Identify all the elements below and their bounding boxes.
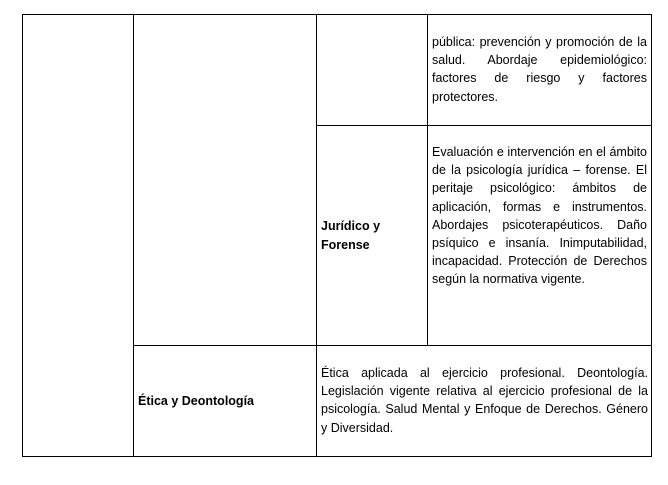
row3-area-text: Ética y Deontología	[138, 393, 254, 408]
table-border-right	[651, 14, 652, 457]
row2-content: Evaluación e intervención en el ámbito de la psicología jurídica – forense. El peritaje psicológico: ámbitos de aplicación, formas e instrumentos. Abordajes psicoterapéuticos. Daño psíquico e insanía. Inimputabilidad, incapacidad. Protección de Derechos según la normativa vigente.	[432, 145, 647, 287]
column-divider-2	[316, 14, 317, 457]
row2-area-text: Jurídico y Forense	[321, 219, 381, 252]
row2-area-label	[321, 126, 421, 345]
table-border-top	[22, 14, 652, 15]
row1-content: pública: prevención y promoción de la salud. Abordaje epidemiológico: factores de riesgo y factores protectores.	[432, 35, 647, 104]
table-border-left	[22, 14, 23, 457]
column-divider-3	[427, 14, 428, 346]
row3-content: Ética aplicada al ejercicio profesional. Deontología. Legislación vigente relativa al ejercicio profesional de la psicología. Salud Mental y Enfoque de Derechos. Género y Diversidad.	[321, 366, 648, 435]
column-divider-1	[133, 14, 134, 457]
table-border-bottom	[22, 456, 652, 457]
row3-area-label	[138, 346, 313, 456]
